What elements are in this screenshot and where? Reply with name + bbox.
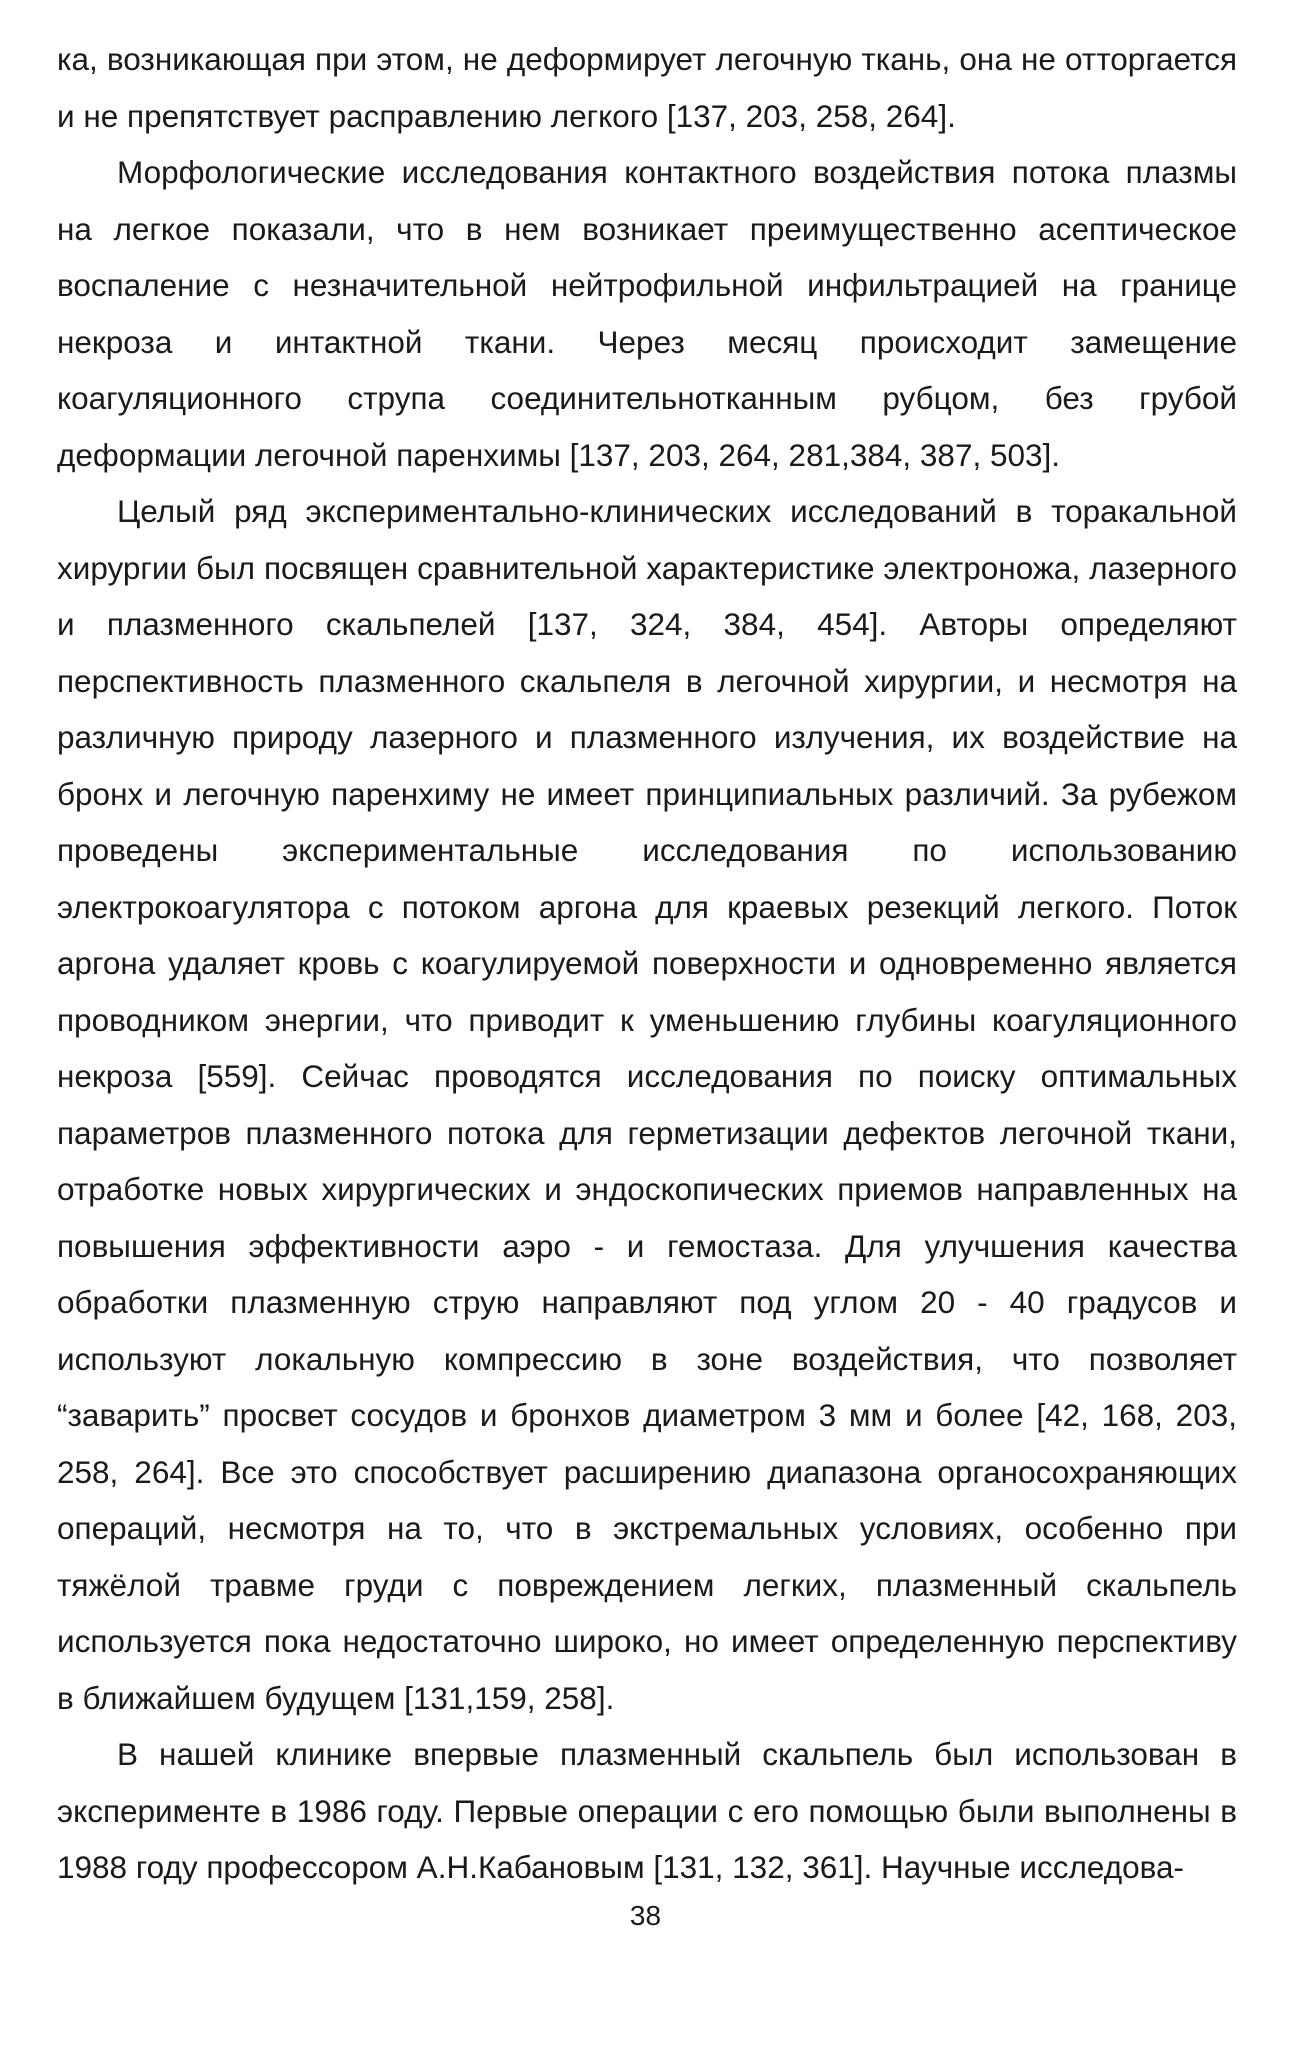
paragraph-2: Морфологические исследования контактного воздействия потока плазмы на легкое показали, что в нем возникает преимущественно асептическое воспаление с незначительной нейтрофильной инфильтрацией на границе некроза и интактной ткани. Через месяц происходит замещение коагуляционного струпа соединительнотканным рубцом, без грубой деформации легочной паренхимы [137, 203, 264, 281,384, 387, 503].	[57, 154, 1237, 473]
paragraph-1: ка, возникающая при этом, не деформирует легочную ткань, она не отторгается и не препятствует расправлению легкого [137, 203, 258, 264].	[57, 41, 1237, 134]
paragraph-3: Целый ряд экспериментально-клинических исследований в торакальной хирургии был посвящен сравнительной характеристике электроножа, лазерного и плазменного скальпелей [137, 324, 384, 454]. Авторы определяют перспективность плазменного скальпеля в легочной хирургии, и несмотря на различную природу лазерного и плазменного излучения, их воздействие на бронх и легочную паренхиму не имеет принципиальных различий. За рубежом проведены экспериментальные исследования по использованию электрокоагулятора с потоком аргона для краевых резекций легкого. Поток аргона удаляет кровь с коагулируемой поверхности и одновременно является проводником энергии, что приводит к уменьшению глубины коагуляционного некроза [559]. Сейчас проводятся исследования по поиску оптимальных параметров плазменного потока для герметизации дефектов легочной ткани, отработке новых хирургических и эндоскопических приемов направленных на повышения эффективности аэро - и гемостаза. Для улучшения качества обработки плазменную струю направляют под углом 20 - 40 градусов и используют локальную компрессию в зоне воздействия, что позволяет “заварить” просвет сосудов и бронхов диаметром 3 мм и более [42, 168, 203, 258, 264]. Все это способствует расширению диапазона органосохраняющих операций, несмотря на то, что в экстремальных условиях, особенно при тяжёлой травме груди с повреждением легких, плазменный скальпель используется пока недостаточно широко, но имеет определенную перспективу в ближайшем будущем [131,159, 258].	[57, 493, 1237, 1716]
page-number: 38	[629, 1900, 662, 1931]
body-text	[57, 31, 1237, 1896]
paragraph-4: В нашей клинике впервые плазменный скальпель был использован в эксперименте в 1986 году. Первые операции с его помощью были выполнены в 1988 году профессором А.Н.Кабановым [131, 132, 361]. Научные исследова-	[57, 1736, 1237, 1885]
